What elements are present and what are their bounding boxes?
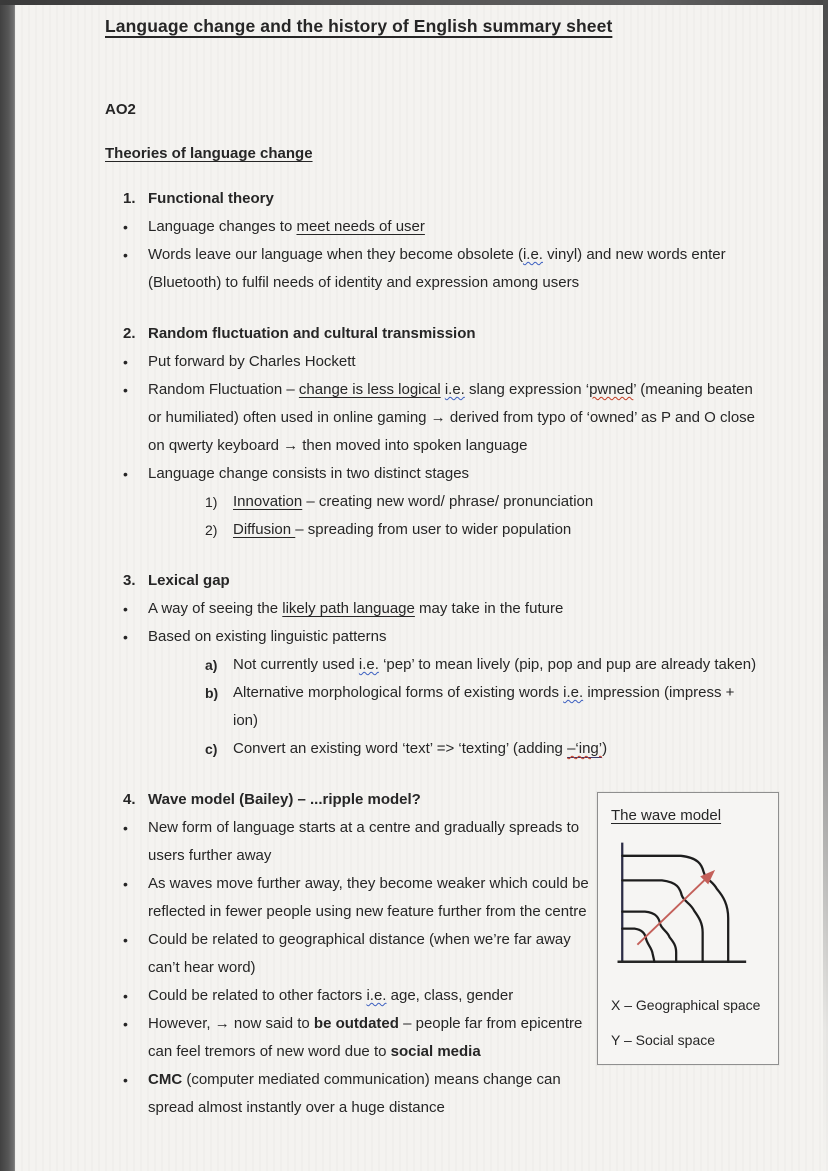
text-segment: Innovation xyxy=(233,493,303,510)
text-segment: Could be related to geographical distance (when we’re far away can’t hear word) xyxy=(148,931,571,976)
text-segment: slang expression ‘ xyxy=(464,381,590,398)
text-segment: CMC xyxy=(148,1071,183,1088)
item-marker: • xyxy=(123,466,128,482)
wave-model-section xyxy=(105,786,763,1122)
text-segment: Words leave our language when they become obsolete ( xyxy=(148,246,523,263)
item-text xyxy=(148,376,763,460)
theory-number: 4. xyxy=(123,791,136,808)
text-segment: ’ (meaning beaten or humiliated) often used in online gaming → derived from typo of ‘owned’ as P and O close on qwerty keyboard → then moved into spoken language xyxy=(148,381,756,454)
scan-edge-top xyxy=(0,0,828,5)
list-item xyxy=(105,926,591,982)
item-marker: • xyxy=(123,1072,128,1088)
text-segment: pwned xyxy=(589,381,634,398)
list-item xyxy=(105,623,763,651)
text-segment: Random Fluctuation – xyxy=(148,381,299,398)
item-text xyxy=(148,348,763,376)
scan-edge-left xyxy=(0,0,15,1171)
item-marker: c) xyxy=(205,741,218,757)
item-text xyxy=(148,595,763,623)
list-item xyxy=(105,376,763,460)
text-segment: i.e. xyxy=(366,987,387,1004)
text-segment: – spreading from user to wider population xyxy=(295,521,572,538)
list-item xyxy=(105,213,763,241)
item-text xyxy=(148,926,591,982)
item-marker: a) xyxy=(205,657,218,673)
item-marker: • xyxy=(123,629,128,645)
item-marker: • xyxy=(123,1016,128,1032)
item-text xyxy=(148,213,763,241)
item-text xyxy=(148,1066,591,1122)
text-segment: New form of language starts at a centre and gradually spreads to users further away xyxy=(148,819,580,864)
list-item xyxy=(105,735,763,763)
text-segment: vinyl) and new words enter (Bluetooth) to fulfil needs of identity and expression among users xyxy=(148,246,726,291)
text-segment: Alternative morphological forms of existing words xyxy=(233,684,564,701)
section-heading: Theories of language change xyxy=(105,145,313,162)
figure-caption-x: X – Geographical space xyxy=(611,997,761,1013)
text-segment: –‘ing’ xyxy=(567,740,603,757)
text-segment: change is less logical xyxy=(298,381,441,398)
text-segment: Put forward by Charles Hockett xyxy=(148,353,356,370)
theory-random-fluctuation xyxy=(105,320,763,544)
item-marker: • xyxy=(123,876,128,892)
text-segment: may take in the future xyxy=(414,600,564,617)
list-item xyxy=(105,982,591,1010)
figure-title: The wave model xyxy=(611,807,722,824)
item-marker: 2) xyxy=(205,522,218,538)
list-item xyxy=(105,679,763,735)
item-marker: 1) xyxy=(205,494,218,510)
item-marker: • xyxy=(123,601,128,617)
list-item xyxy=(105,488,763,516)
item-marker: • xyxy=(123,988,128,1004)
list-item xyxy=(105,516,763,544)
theory-title: Lexical gap xyxy=(148,572,230,589)
text-segment: i.e. xyxy=(563,684,584,701)
list-item xyxy=(105,595,763,623)
text-segment: Convert an existing word ‘text’ => ‘texting’ (adding xyxy=(233,740,568,757)
item-text xyxy=(148,870,591,926)
theory-lexical-gap xyxy=(105,567,763,763)
text-segment: Language changes to xyxy=(148,218,297,235)
theory-number: 1. xyxy=(123,190,136,207)
list-item xyxy=(105,348,763,376)
theory-title: Functional theory xyxy=(148,190,274,207)
item-text xyxy=(148,460,763,488)
text-segment: ‘pep’ to mean lively (pip, pop and pup are already taken) xyxy=(378,656,757,673)
theory-number: 2. xyxy=(123,325,136,342)
wave-model-diagram xyxy=(609,830,749,980)
text-segment: meet needs of user xyxy=(296,218,425,235)
text-segment: – creating new word/ phrase/ pronunciation xyxy=(302,493,594,510)
theory-heading xyxy=(105,185,763,213)
document-title: Language change and the history of English summary sheet xyxy=(105,16,613,36)
text-segment: ) xyxy=(602,740,608,757)
wave-model-figure xyxy=(597,792,779,1065)
item-marker: b) xyxy=(205,685,219,701)
text-segment: social media xyxy=(390,1043,481,1060)
document-content xyxy=(105,16,763,1122)
item-text xyxy=(233,679,763,735)
theory-number: 3. xyxy=(123,572,136,589)
item-marker: • xyxy=(123,247,128,263)
text-segment: impression (impress + ion) xyxy=(233,684,735,729)
item-text xyxy=(233,651,763,679)
text-segment: However, → now said to xyxy=(148,1015,314,1032)
item-marker: • xyxy=(123,354,128,370)
item-marker: • xyxy=(123,932,128,948)
item-text xyxy=(233,488,763,516)
theory-functional xyxy=(105,185,763,297)
text-segment: Diffusion xyxy=(233,521,296,538)
text-segment: i.e. xyxy=(444,381,465,398)
text-segment: i.e. xyxy=(358,656,379,673)
item-marker: • xyxy=(123,219,128,235)
text-segment: Language change consists in two distinct stages xyxy=(148,465,470,482)
theory-heading xyxy=(105,567,763,595)
text-segment: Could be related to other factors xyxy=(148,987,367,1004)
text-segment: likely path language xyxy=(282,600,415,617)
list-item xyxy=(105,241,763,297)
theory-heading xyxy=(105,320,763,348)
item-text xyxy=(233,516,763,544)
ao-label: AO2 xyxy=(105,101,136,118)
text-segment: Based on existing linguistic patterns xyxy=(148,628,387,645)
theory-heading xyxy=(105,786,591,814)
list-item xyxy=(105,1010,591,1066)
item-marker: • xyxy=(123,820,128,836)
item-marker: • xyxy=(123,382,128,398)
list-item xyxy=(105,651,763,679)
list-item xyxy=(105,870,591,926)
text-segment: i.e. xyxy=(522,246,543,263)
item-text xyxy=(233,735,763,763)
text-segment: As waves move further away, they become weaker which could be reflected in fewer people using new feature further from the centre xyxy=(148,875,589,920)
theory-title: Random fluctuation and cultural transmission xyxy=(148,325,476,342)
item-text xyxy=(148,1010,591,1066)
item-text xyxy=(148,623,763,651)
list-item xyxy=(105,460,763,488)
list-item xyxy=(105,814,591,870)
text-segment: age, class, gender xyxy=(386,987,514,1004)
text-segment: Not currently used xyxy=(233,656,359,673)
text-segment: (computer mediated communication) means change can spread almost instantly over a huge distance xyxy=(148,1071,561,1116)
theory-title: Wave model (Bailey) – ...ripple model? xyxy=(148,791,421,808)
text-segment: A way of seeing the xyxy=(148,600,283,617)
list-item xyxy=(105,1066,591,1122)
item-text xyxy=(148,241,763,297)
item-text xyxy=(148,814,591,870)
text-segment: – people far from epicentre can feel tremors of new word due to xyxy=(148,1015,583,1060)
item-text xyxy=(148,982,591,1010)
text-segment: be outdated xyxy=(313,1015,399,1032)
scan-edge-right xyxy=(823,0,828,1171)
theory-wave-model xyxy=(105,786,591,1122)
figure-caption-y: Y – Social space xyxy=(611,1032,716,1048)
